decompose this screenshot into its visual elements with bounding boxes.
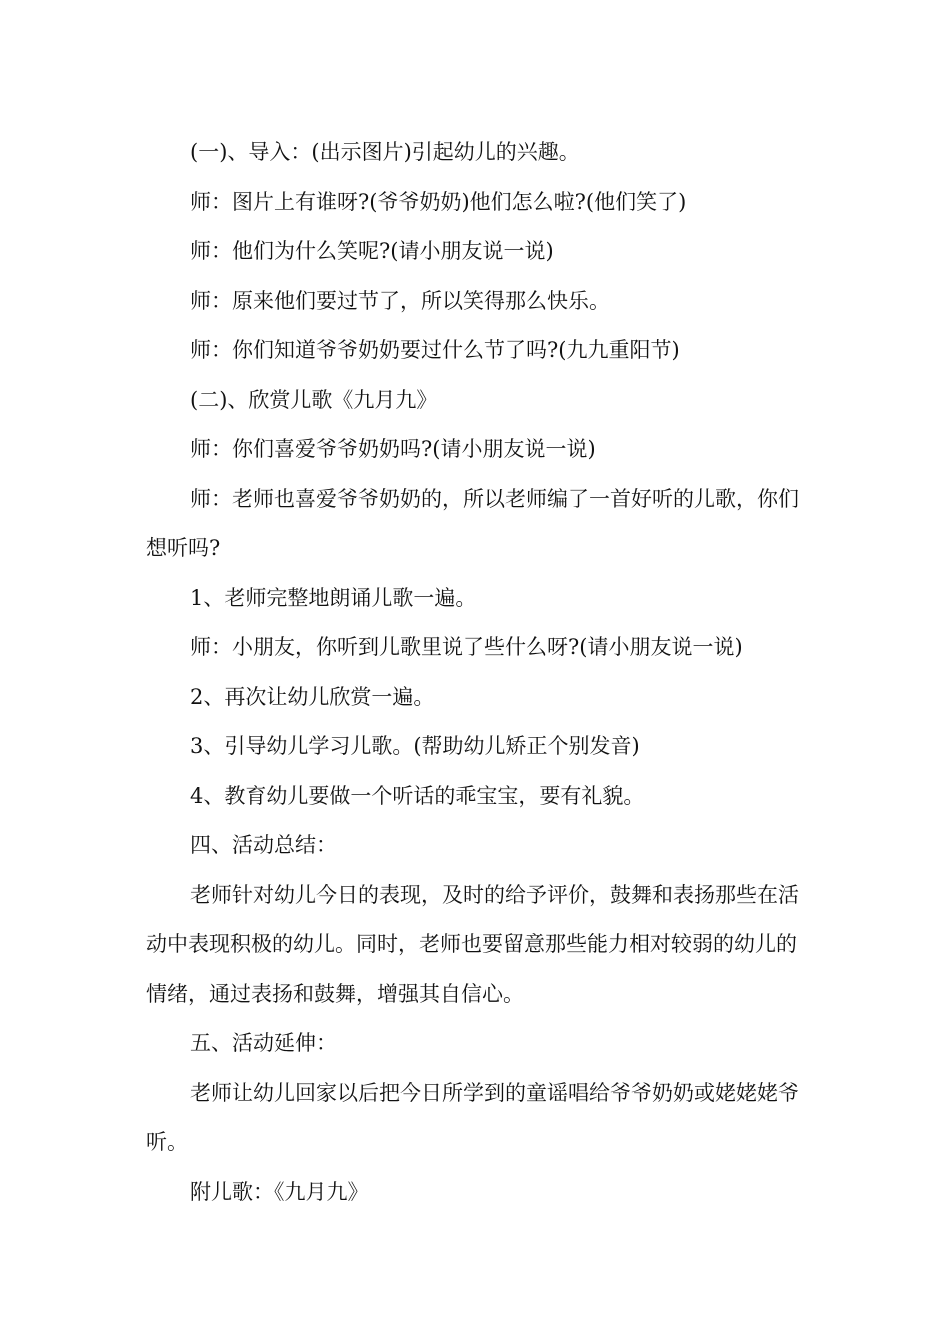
paragraph-section-heading: 四、活动总结： (190, 833, 337, 857)
paragraph-step: 2、再次让幼儿欣赏一遍。 (190, 684, 435, 709)
paragraph-dialogue: 师：小朋友，你听到儿歌里说了些什么呀?(请小朋友说一说) (190, 635, 743, 659)
paragraph-step: 1、老师完整地朗诵儿歌一遍。 (190, 585, 477, 610)
paragraph-appendix: 附儿歌：《九月九》 (190, 1179, 369, 1204)
paragraph-body: 老师针对幼儿今日的表现，及时的给予评价，鼓舞和表扬那些在活动中表现积极的幼儿。同时，老师也要留意那些能力相对较弱的幼儿的情绪，通过表扬和鼓舞，增强其自信心。 (146, 882, 799, 1006)
document-body (146, 128, 806, 1217)
paragraph-dialogue: 师：你们知道爷爷奶奶要过什么节了吗?(九九重阳节) (190, 338, 680, 362)
paragraph-step: 3、引导幼儿学习儿歌。(帮助幼儿矫正个别发音) (190, 734, 640, 758)
paragraph-dialogue: 师：图片上有谁呀?(爷爷奶奶)他们怎么啦?(他们笑了) (190, 189, 687, 214)
paragraph-dialogue: 师：老师也喜爱爷爷奶奶的，所以老师编了一首好听的儿歌，你们想听吗? (146, 486, 799, 560)
paragraph-step: 4、教育幼儿要做一个听话的乖宝宝，要有礼貌。 (190, 783, 645, 808)
paragraph-dialogue: 师：你们喜爱爷爷奶奶吗?(请小朋友说一说) (190, 437, 596, 461)
paragraph-body: 老师让幼儿回家以后把今日所学到的童谣唱给爷爷奶奶或姥姥姥爷听。 (146, 1080, 799, 1154)
paragraph-intro-heading: (一)、导入：(出示图片)引起幼儿的兴趣。 (190, 140, 580, 164)
paragraph-section-heading: 五、活动延伸： (190, 1031, 337, 1055)
paragraph-section-heading: (二)、欣赏儿歌《九月九》 (190, 387, 438, 412)
paragraph-dialogue: 师：原来他们要过节了，所以笑得那么快乐。 (190, 288, 610, 313)
paragraph-dialogue: 师：他们为什么笑呢?(请小朋友说一说) (190, 239, 554, 263)
